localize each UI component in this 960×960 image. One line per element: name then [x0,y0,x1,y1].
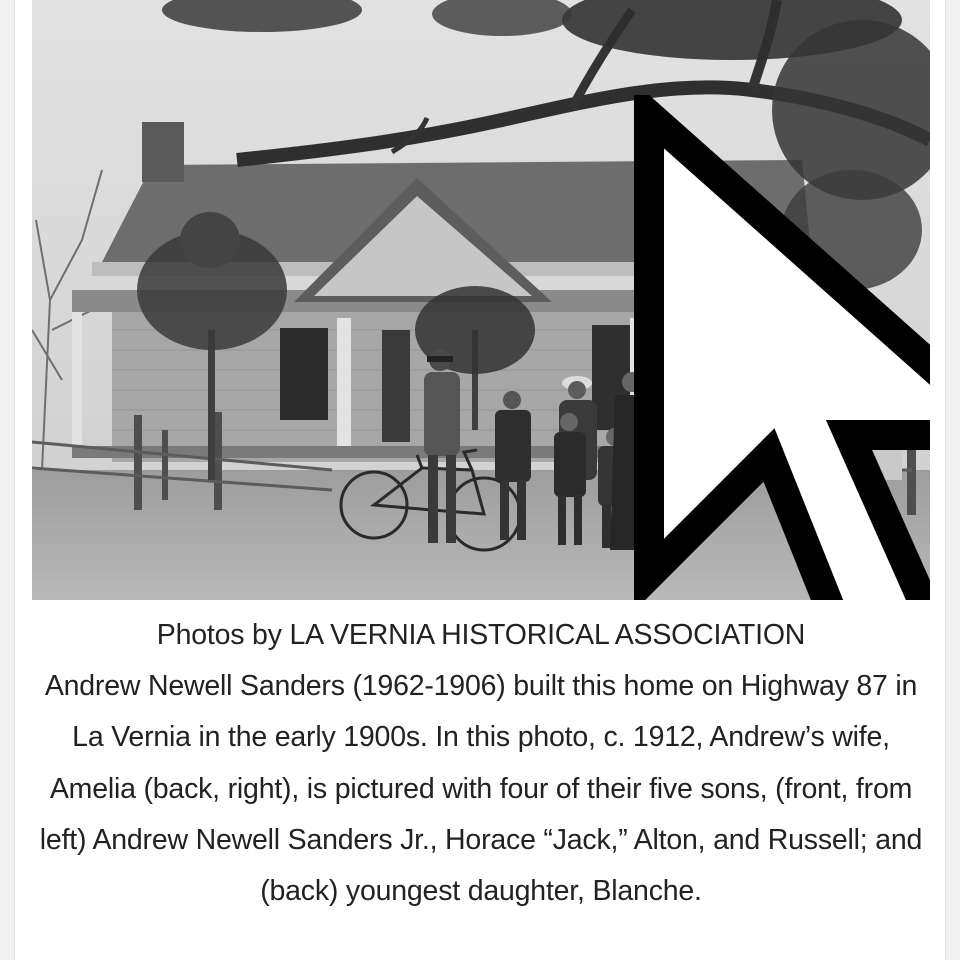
left-page-edge [0,0,15,960]
photo-credit: Photos by LA VERNIA HISTORICAL ASSOCIATION [156,619,806,651]
caption-body: Andrew Newell Sanders (1962-1906) built this home on Highway 87 in La Vernia in the early 1900s. In this photo, c. 1912, Andrew’s wife, Amelia (back, right), is pictured with four of their five sons, (front, from left) Andrew Newell Sanders Jr., Horace “Jack,” Alton, and Russell; and (back) youngest daughter, Blanche. [39,670,923,908]
window-left [280,328,328,420]
right-page-edge [945,0,960,960]
chimney [142,122,184,182]
historic-home-photo [32,0,930,600]
mouse-pointer-icon [400,95,930,600]
photo-caption [32,610,930,917]
